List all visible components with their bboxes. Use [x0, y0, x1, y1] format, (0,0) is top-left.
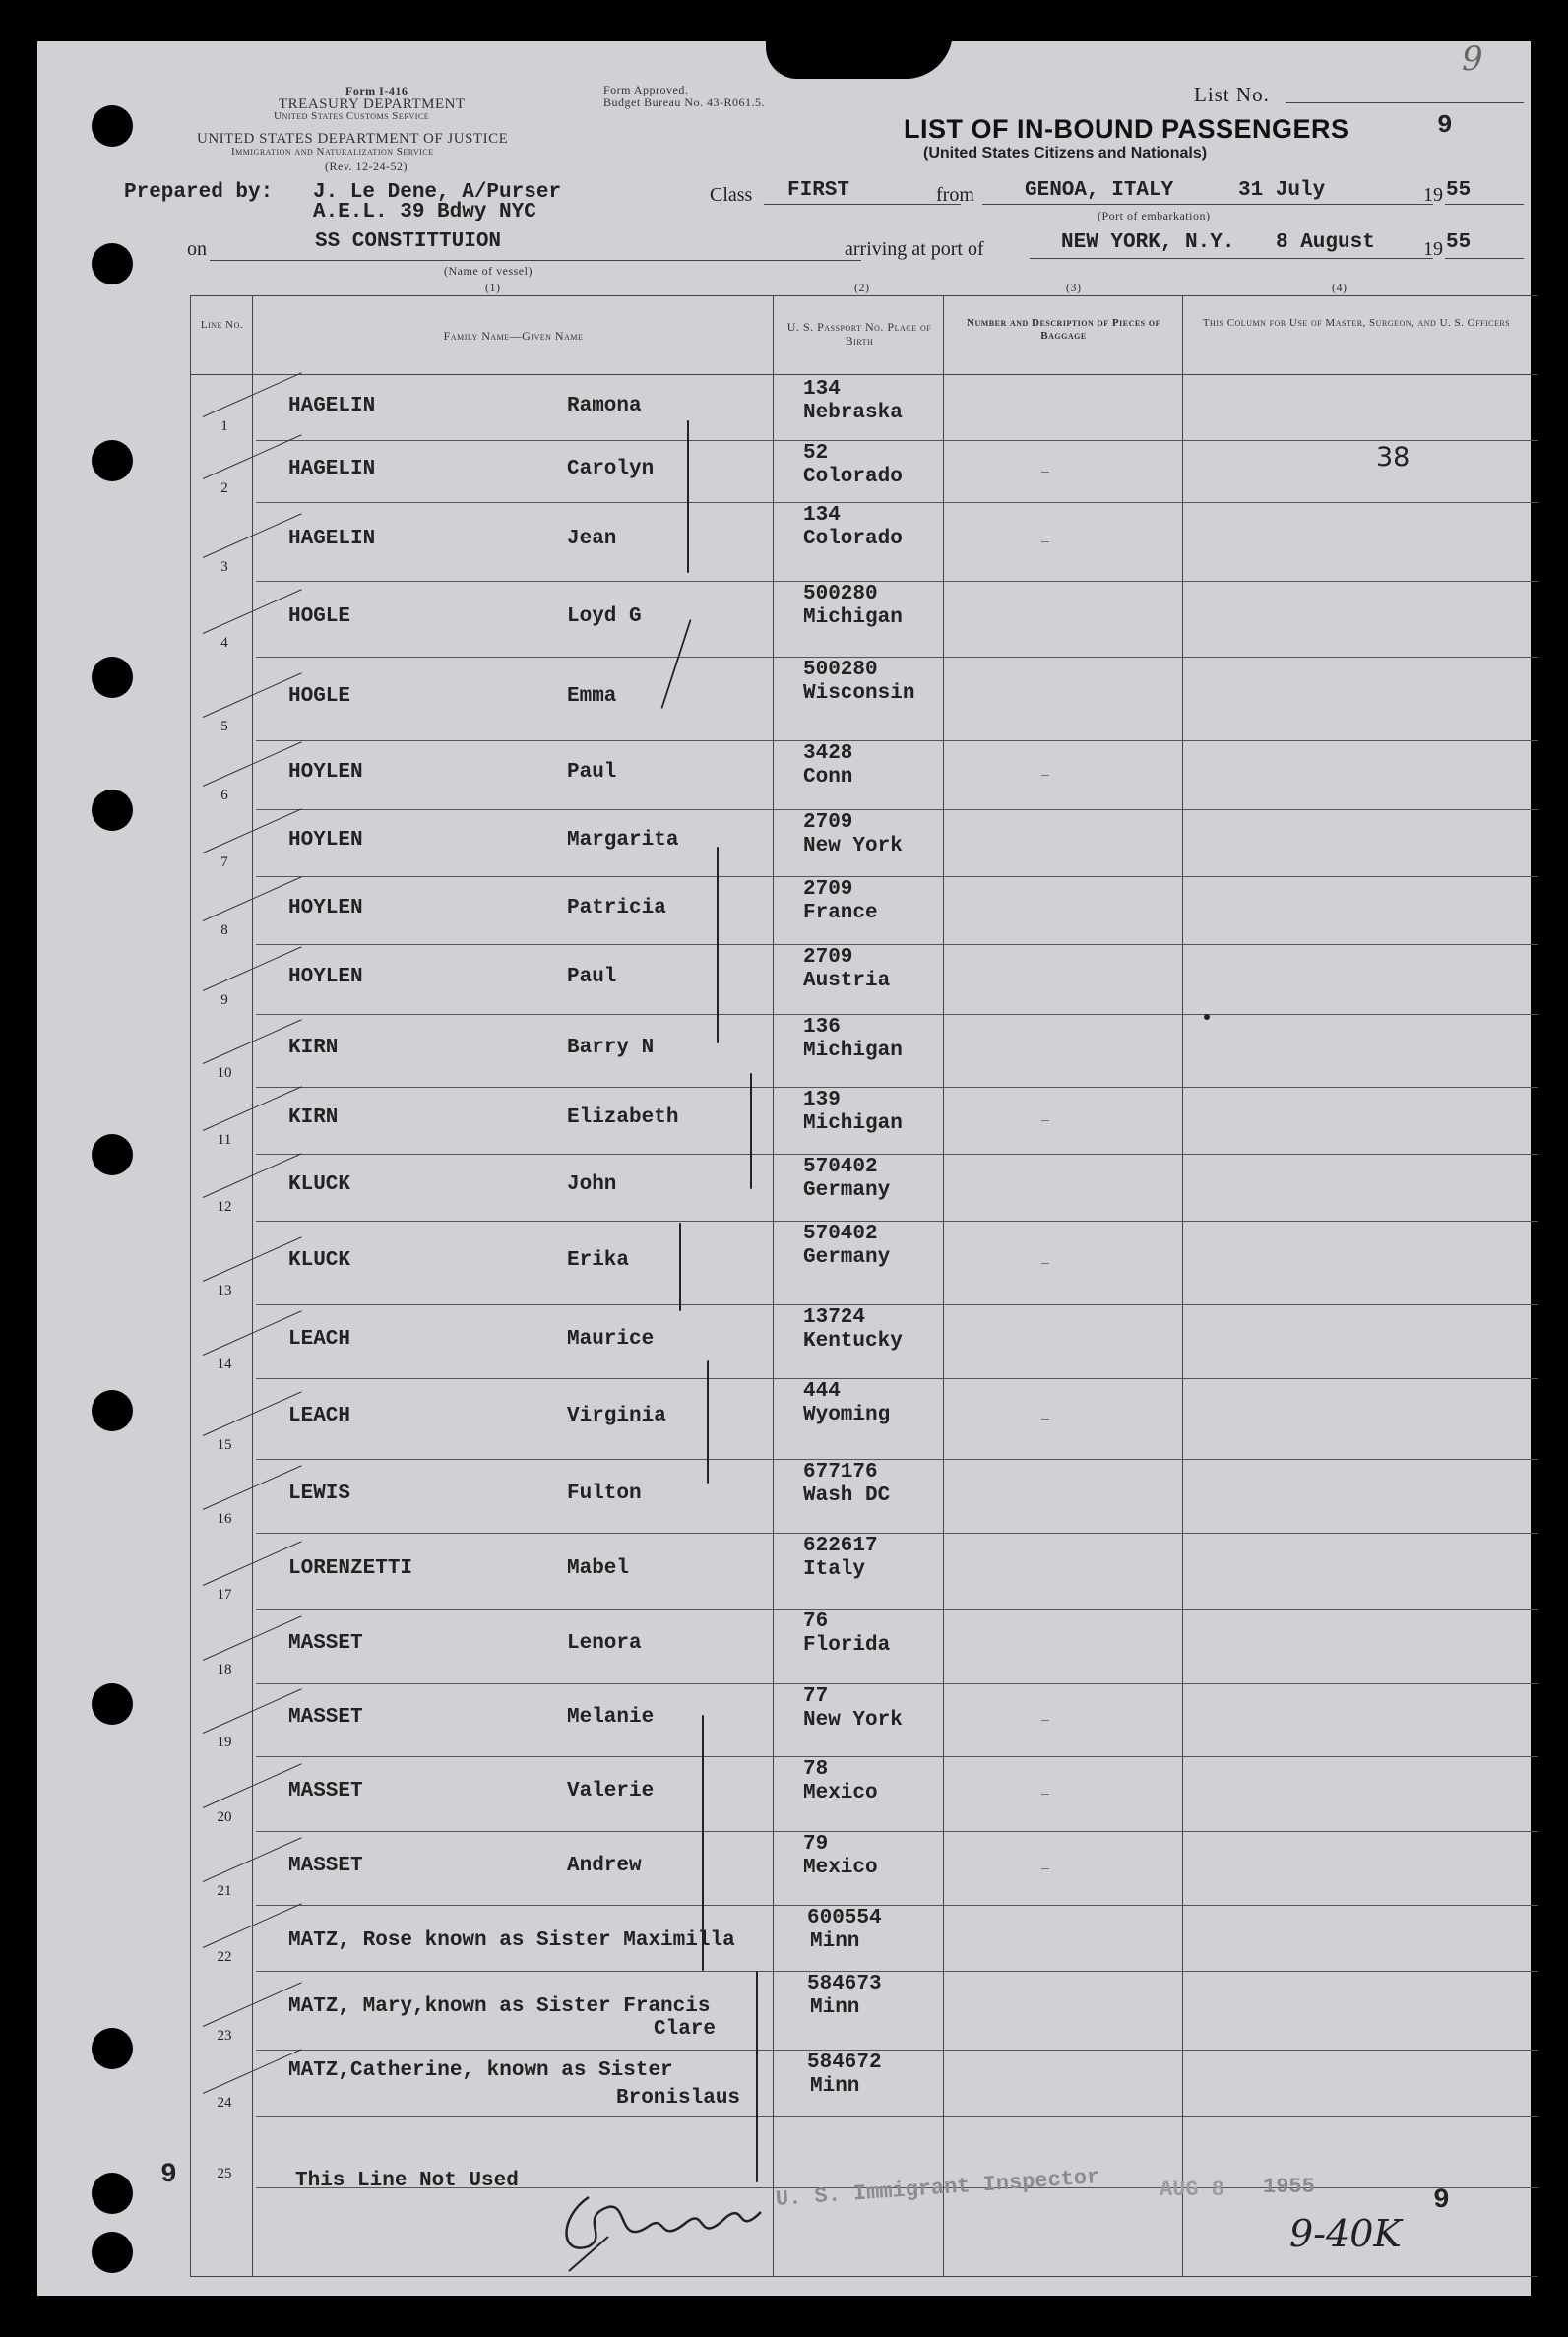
family-name: LEACH: [288, 1327, 351, 1351]
check-mark: [203, 876, 302, 921]
table-row: [37, 1154, 1531, 1221]
baggage-dash: [1041, 541, 1049, 542]
birthplace: Florida: [803, 1634, 891, 1657]
line-number: 23: [217, 2028, 232, 2044]
table-row: [37, 1304, 1531, 1378]
embarkation-port: GENOA, ITALY: [1025, 179, 1174, 202]
torn-edge: [766, 32, 953, 79]
birthplace: Colorado: [803, 466, 903, 488]
family-name: MATZ, Rose known as Sister Maximilla: [288, 1929, 735, 1952]
line-number: 10: [217, 1065, 232, 1081]
family-name: KIRN: [288, 1037, 339, 1059]
passport-number: 136: [803, 1016, 841, 1039]
passport-number: 13724: [803, 1306, 866, 1329]
bottom-handwritten-note: 9-40K: [1289, 2212, 1402, 2255]
passport-number: 584673: [807, 1973, 882, 1995]
given-name: Fulton: [567, 1482, 642, 1505]
left-page-number: 9: [160, 2160, 177, 2190]
table-row: [37, 1221, 1531, 1304]
family-name: HAGELIN: [288, 457, 376, 480]
birthplace: Michigan: [803, 1112, 903, 1135]
form-title: LIST OF IN-BOUND PASSENGERS: [904, 114, 1349, 144]
table-row: [37, 1683, 1531, 1756]
given-name: Clare: [654, 2018, 717, 2041]
vessel-line: [210, 260, 861, 261]
passport-number: 78: [803, 1758, 829, 1781]
birthplace: Mexico: [803, 1782, 878, 1804]
check-mark: [203, 946, 302, 991]
given-name: Jean: [567, 528, 617, 550]
check-mark: [203, 2049, 302, 2094]
passport-number: 600554: [807, 1907, 882, 1929]
line-number: 24: [217, 2095, 232, 2111]
family-bracket: [679, 1223, 681, 1311]
given-name: Melanie: [567, 1706, 655, 1729]
table-row: [37, 2050, 1531, 2116]
table-row: [37, 502, 1531, 581]
baggage-dash: [1041, 472, 1049, 473]
passport-number: 2709: [803, 811, 853, 834]
line-number: 25: [217, 2166, 232, 2181]
family-name: MATZ, Mary,known as Sister Francis: [288, 1995, 711, 2018]
given-name: Paul: [567, 761, 617, 784]
family-name: KLUCK: [288, 1248, 351, 1272]
table-row: [37, 876, 1531, 944]
embarkation-caption: (Port of embarkation): [1098, 209, 1211, 222]
family-name: MASSET: [288, 1854, 363, 1877]
table-row: [37, 1971, 1531, 2050]
line-number: 14: [217, 1357, 232, 1372]
check-mark: [203, 741, 302, 787]
table-row: [37, 1533, 1531, 1609]
arrival-port: NEW YORK, N.Y.: [1061, 231, 1235, 254]
table-row: [37, 1831, 1531, 1905]
budget-bureau: Budget Bureau No. 43-R061.5.: [603, 95, 765, 109]
birthplace: Conn: [803, 766, 853, 789]
line-number: 22: [217, 1949, 232, 1965]
family-name: LEWIS: [288, 1482, 351, 1505]
class-label: Class: [710, 184, 753, 206]
vessel-name: SS CONSTITTUION: [315, 230, 502, 253]
table-row: [37, 1756, 1531, 1831]
family-name: MATZ,Catherine, known as Sister: [288, 2059, 673, 2082]
birthplace: Colorado: [803, 528, 903, 550]
passport-number: 77: [803, 1685, 829, 1708]
birthplace: Minn: [810, 1930, 860, 1953]
line-number: 9: [220, 992, 228, 1008]
check-mark: [203, 808, 302, 853]
line-number: 5: [220, 719, 228, 734]
given-name: Virginia: [567, 1405, 666, 1427]
check-mark: [203, 672, 302, 718]
col-header-line-no: Line No.: [200, 319, 244, 331]
birthplace: Mexico: [803, 1857, 878, 1879]
passport-number: 2709: [803, 946, 853, 969]
list-number: 9: [1437, 110, 1453, 140]
prepared-by-label: Prepared by:: [124, 181, 274, 204]
given-name: Carolyn: [567, 457, 655, 480]
list-no-label: List No.: [1194, 83, 1270, 106]
justice-dept: UNITED STATES DEPARTMENT OF JUSTICE: [197, 131, 509, 147]
baggage-dash: [1041, 1263, 1049, 1264]
check-mark: [203, 1837, 302, 1882]
from-year-line: [1445, 204, 1524, 205]
birthplace: Wisconsin: [803, 682, 915, 705]
check-mark: [203, 1086, 302, 1131]
check-mark: [203, 1153, 302, 1198]
family-bracket: [707, 1360, 709, 1484]
class-line: [764, 204, 961, 205]
birthplace: Austria: [803, 970, 891, 992]
line-number: 6: [220, 788, 228, 803]
line-number: 7: [220, 854, 228, 870]
check-mark: [203, 1310, 302, 1356]
passport-number: 500280: [803, 583, 878, 605]
corner-pencil-mark: 9: [1462, 39, 1483, 79]
birthplace: Germany: [803, 1246, 891, 1269]
passport-number: 76: [803, 1611, 829, 1633]
given-name: Patricia: [567, 896, 666, 919]
col-number-3: (3): [1066, 281, 1082, 294]
given-name: Maurice: [567, 1327, 655, 1351]
line-number: 17: [217, 1587, 232, 1603]
passport-number: 139: [803, 1089, 841, 1111]
table-row: [37, 657, 1531, 740]
form-subtitle: (United States Citizens and Nationals): [923, 145, 1208, 161]
family-name: HAGELIN: [288, 394, 376, 417]
passport-number: 622617: [803, 1535, 878, 1557]
passport-number: 134: [803, 504, 841, 527]
punch-hole: [92, 243, 133, 284]
officer-count: 38: [1376, 442, 1411, 473]
passport-number: 134: [803, 378, 841, 401]
given-name: Lenora: [567, 1632, 642, 1655]
stamp-date-month: AUG 8: [1160, 2178, 1225, 2202]
birthplace: Nebraska: [803, 402, 903, 424]
given-name: Barry N: [567, 1037, 655, 1059]
birthplace: New York: [803, 1709, 903, 1732]
table-row: [37, 1459, 1531, 1533]
line-number: 2: [220, 480, 228, 496]
check-mark: [203, 1688, 302, 1734]
baggage-dash: [1041, 1794, 1049, 1795]
passport-number: 677176: [803, 1461, 878, 1484]
birthplace: Michigan: [803, 1040, 903, 1062]
family-name: KLUCK: [288, 1173, 351, 1196]
table-header-border: [190, 374, 1538, 375]
col-header-name: Family Name—Given Name: [443, 329, 584, 343]
form-approved: Form Approved.: [603, 83, 689, 96]
table-bottom-border: [190, 2276, 1538, 2277]
table-row: [37, 944, 1531, 1014]
inspector-stamp: U. S. Immigrant Inspector: [775, 2165, 1101, 2212]
family-bracket: [702, 1715, 704, 1971]
check-mark: [203, 1903, 302, 1948]
family-bracket: [687, 420, 689, 573]
family-name: LEACH: [288, 1405, 351, 1427]
birthplace: Kentucky: [803, 1330, 903, 1353]
line-number: 12: [217, 1199, 232, 1215]
table-row: [37, 376, 1531, 440]
passport-number: 52: [803, 442, 829, 465]
birthplace: Germany: [803, 1179, 891, 1202]
check-mark: [203, 1019, 302, 1064]
check-mark: [203, 1982, 302, 2027]
line-number: 21: [217, 1883, 232, 1899]
check-mark: [203, 434, 302, 479]
on-label: on: [187, 238, 207, 260]
embarkation-year: 55: [1446, 179, 1472, 202]
birthplace: Michigan: [803, 606, 903, 629]
arrival-year-prefix: 19: [1423, 238, 1443, 260]
from-label: from: [936, 184, 974, 206]
line-number: 13: [217, 1283, 232, 1298]
passport-number: 584672: [807, 2052, 882, 2074]
given-name: Emma: [567, 684, 617, 708]
family-name: HOYLEN: [288, 829, 363, 852]
treasury-dept: TREASURY DEPARTMENT: [279, 96, 466, 112]
given-name: John: [567, 1173, 617, 1196]
family-bracket: [750, 1073, 752, 1189]
passport-number: 570402: [803, 1156, 878, 1178]
check-mark: [203, 1615, 302, 1661]
vessel-caption: (Name of vessel): [444, 264, 533, 278]
table-row: [37, 1014, 1531, 1087]
birthplace: Italy: [803, 1558, 866, 1581]
line-number: 11: [217, 1132, 232, 1148]
baggage-dash: [1041, 775, 1049, 776]
check-mark: [203, 1763, 302, 1808]
right-page-number: 9: [1433, 2185, 1450, 2216]
col-header-passport: U. S. Passport No. Place of Birth: [786, 320, 932, 347]
given-name: Loyd G: [567, 604, 642, 628]
passport-number: 500280: [803, 659, 878, 681]
check-mark: [203, 1391, 302, 1436]
arrive-year-line: [1445, 258, 1524, 259]
table-row: [37, 809, 1531, 876]
officer-dot: [1204, 1014, 1210, 1020]
family-name: HOGLE: [288, 684, 351, 708]
col-number-2: (2): [854, 281, 870, 294]
check-mark: [203, 1236, 302, 1282]
given-name: Andrew: [567, 1854, 642, 1877]
from-line: [982, 204, 1433, 205]
family-name: HOYLEN: [288, 965, 363, 988]
form-number: Form I-416: [345, 84, 408, 97]
table-row: [37, 1378, 1531, 1459]
check-mark: [203, 1465, 302, 1510]
check-mark: [203, 513, 302, 558]
col-header-officers: This Column for Use of Master, Surgeon, and U. S. Officers: [1202, 317, 1511, 329]
check-mark: [203, 372, 302, 417]
table-row: [37, 1905, 1531, 1971]
birthplace: Minn: [810, 2075, 860, 2098]
line-number: 19: [217, 1735, 232, 1750]
passport-number: 570402: [803, 1223, 878, 1245]
punch-hole: [92, 105, 133, 147]
family-name: This Line Not Used: [295, 2170, 519, 2192]
col-number-1: (1): [485, 281, 501, 294]
passport-number: 2709: [803, 878, 853, 901]
manifest-sheet: [37, 41, 1531, 2296]
list-no-line: [1286, 102, 1524, 103]
line-number: 3: [220, 559, 228, 575]
class-value: FIRST: [787, 179, 850, 202]
line-number: 18: [217, 1662, 232, 1677]
table-row: [37, 1609, 1531, 1683]
arrival-year: 55: [1446, 231, 1472, 254]
check-mark: [203, 1541, 302, 1586]
col-number-4: (4): [1332, 281, 1348, 294]
family-name: HAGELIN: [288, 528, 376, 550]
family-name: HOYLEN: [288, 896, 363, 919]
table-row: [37, 440, 1531, 502]
birthplace: France: [803, 902, 878, 924]
given-name: Ramona: [567, 394, 642, 417]
passport-number: 79: [803, 1833, 829, 1856]
revision-date: (Rev. 12-24-52): [325, 159, 408, 173]
birthplace: New York: [803, 835, 903, 857]
birthplace: Wash DC: [803, 1484, 891, 1507]
family-bracket: [756, 1971, 758, 2182]
given-name: Valerie: [567, 1780, 655, 1802]
passport-number: 3428: [803, 742, 853, 765]
birthplace: Wyoming: [803, 1404, 891, 1426]
family-name: MASSET: [288, 1780, 363, 1802]
line-number: 8: [220, 922, 228, 938]
stamp-date-year: 1955: [1263, 2175, 1315, 2199]
baggage-dash: [1041, 1120, 1049, 1121]
given-name: Elizabeth: [567, 1106, 679, 1129]
punch-hole: [92, 2232, 133, 2273]
line-number: 16: [217, 1511, 232, 1527]
family-name: KIRN: [288, 1106, 339, 1129]
arriving-line: [1030, 258, 1433, 259]
baggage-dash: [1041, 1868, 1049, 1869]
inspector-signature: [549, 2178, 785, 2276]
baggage-dash: [1041, 1720, 1049, 1721]
table-row: [37, 740, 1531, 809]
table-row: [37, 581, 1531, 657]
birthplace: Minn: [810, 1996, 860, 2019]
arrival-date: 8 August: [1276, 231, 1375, 254]
given-name: Erika: [567, 1248, 630, 1272]
line-number: 20: [217, 1809, 232, 1825]
passport-number: 444: [803, 1380, 841, 1403]
given-name: Mabel: [567, 1556, 630, 1580]
line-number: 15: [217, 1437, 232, 1453]
line-number: 1: [220, 418, 228, 434]
family-name: HOGLE: [288, 604, 351, 628]
family-name: MASSET: [288, 1632, 363, 1655]
family-bracket: [717, 847, 719, 1043]
baggage-dash: [1041, 1419, 1049, 1420]
prepared-by-line2: A.E.L. 39 Bdwy NYC: [313, 201, 536, 223]
ins-service: Immigration and Naturalization Service: [231, 146, 434, 158]
table-top-border: [190, 295, 1538, 296]
check-mark: [203, 589, 302, 634]
table-row: [37, 1087, 1531, 1154]
family-name: MASSET: [288, 1706, 363, 1729]
col-header-baggage: Number and Description of Pieces of Baggage: [967, 317, 1160, 342]
arriving-label: arriving at port of: [845, 238, 984, 260]
line-number: 4: [220, 635, 228, 651]
customs-service: United States Customs Service: [274, 110, 430, 122]
given-name: Margarita: [567, 829, 679, 852]
given-name: Paul: [567, 965, 617, 988]
family-name: HOYLEN: [288, 761, 363, 784]
embarkation-date: 31 July: [1238, 179, 1326, 202]
prepared-by-line1: J. Le Dene, A/Purser: [313, 181, 562, 204]
given-name: Bronislaus: [616, 2087, 741, 2110]
family-name: LORENZETTI: [288, 1556, 413, 1580]
embarkation-year-prefix: 19: [1423, 184, 1443, 206]
